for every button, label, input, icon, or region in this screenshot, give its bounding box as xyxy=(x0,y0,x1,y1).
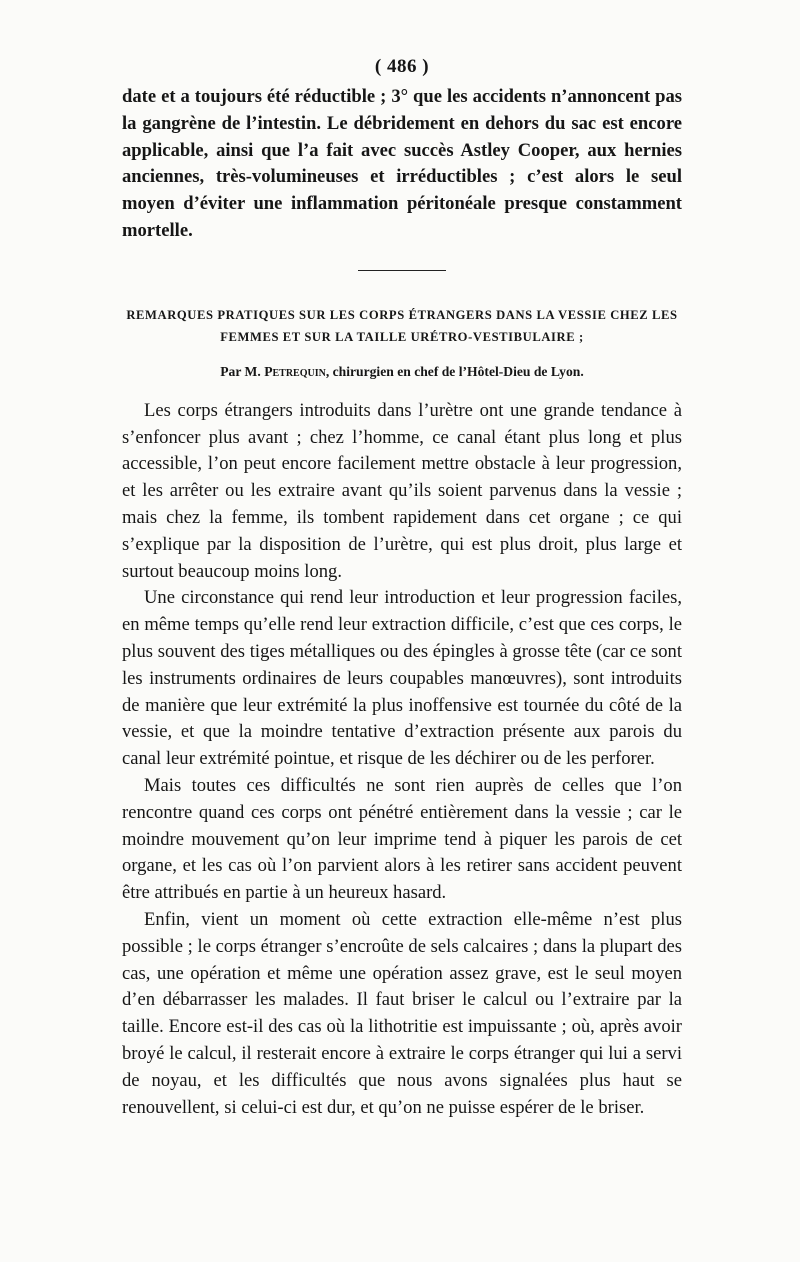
body-paragraph-4: Enfin, vient un moment où cette extraction elle-même n’est plus possible ; le corps étranger s’encroûte de sels calcaires ; dans la plupart des cas, une opération et même une opération assez grave, est le seul moyen d’en débarrasser les malades. Il faut briser le calcul ou l’extraire par la taille. Encore est-il des cas où la lithotritie est impuissante ; où, après avoir broyé le calcul, il resterait encore à extraire le corps étranger qui lui a servi de noyau, et les difficultés que nous avons signalées plus haut se renouvellent, si celui-ci est dur, et qu’on ne puisse espérer de le briser. xyxy=(122,908,682,1118)
article-byline xyxy=(122,364,682,380)
byline-suffix: , chirurgien en chef de l’Hôtel-Dieu de Lyon. xyxy=(325,363,584,379)
continued-paragraph: date et a toujours été réductible ; 3° que les accidents n’annoncent pas la gangrène de l’intestin. Le débridement en dehors du sac est encore applicable, ainsi que l’a fait avec succès Astley Cooper, aux hernies anciennes, très-volumineuses et irréductibles ; c’est alors le seul moyen d’éviter une inflammation péritonéale presque constamment mortelle. xyxy=(122,86,682,241)
body-paragraph-1: Les corps étrangers introduits dans l’urètre ont une grande tendance à s’enfoncer plus avant ; chez l’homme, ce canal étant plus long et plus accessible, l’on peut encore facilement mettre obstacle à leur progression, et les arrêter ou les extraire avant qu’ils soient parvenus dans la vessie ; mais chez la femme, ils tombent rapidement dans cet organe ; ce qui s’explique par la disposition de l’urètre, qui est plus droit, plus large et surtout beaucoup moins long. xyxy=(122,399,682,582)
body-paragraph-3: Mais toutes ces difficultés ne sont rien auprès de celles que l’on rencontre quand ces corps ont pénétré entièrement dans la vessie ; car le moindre mouvement qu’on leur imprime tend à piquer les parois de cet organe, et les cas où l’on parvient alors à les retirer sans accident peuvent être attribués en partie à un heureux hasard. xyxy=(122,774,682,904)
article-title: REMARQUES PRATIQUES SUR LES CORPS ÉTRANGERS DANS LA VESSIE CHEZ LES FEMMES ET SUR LA TAILLE URÉTRO-VESTIBULAIRE ; xyxy=(126,307,678,344)
author-name: Petrequin xyxy=(264,363,326,379)
body-paragraph-2: Une circonstance qui rend leur introduction et leur progression faciles, en même temps qu’elle rend leur extraction difficile, c’est que ces corps, le plus souvent des tiges métalliques ou des épingles à grosse tête (car ce sont les instruments ordinaires de leurs coupables manœuvres), sont introduits de manière que leur extrémité la plus inoffensive est tournée du côté de la vessie, et que la moindre tentative d’extraction présente aux parois du canal leur extrémité pointue, et risque de les déchirer ou de les perforer. xyxy=(122,587,682,770)
byline-prefix: Par M. xyxy=(220,363,261,379)
section-divider xyxy=(358,270,446,271)
book-page xyxy=(122,56,682,1121)
page-number: ( 486 ) xyxy=(374,56,430,77)
